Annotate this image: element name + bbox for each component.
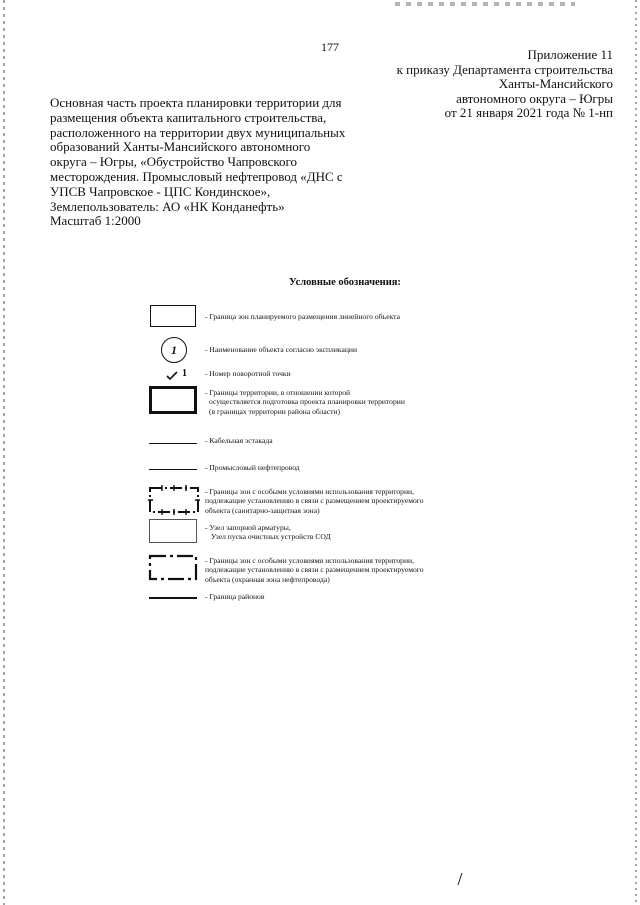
legend-text: - Границы зон с особыми условиями использования территории, — [205, 487, 414, 496]
legend-text-block — [205, 523, 331, 542]
protection-zone-symbol — [148, 553, 200, 583]
legend-text-block — [205, 388, 405, 416]
legend-text: - Промысловый нефтепровод — [205, 463, 300, 472]
rectangle-symbol — [150, 305, 196, 327]
title-line: размещения объекта капитального строительства, — [50, 109, 327, 125]
thick-line-symbol — [149, 597, 197, 599]
sanitary-zone-symbol — [148, 485, 200, 515]
legend-text: осуществляется подготовка проекта планировки территории — [209, 397, 405, 407]
appendix-line: от 21 января 2021 года № 1-нп — [444, 105, 613, 121]
line-symbol — [149, 469, 197, 470]
title-line: месторождения. Промысловый нефтепровод «ДНС с — [50, 168, 343, 184]
title-line: Основная часть проекта планировки территории для — [50, 95, 342, 110]
turning-point-number: 1 — [182, 368, 187, 379]
thick-rectangle-symbol — [149, 386, 197, 414]
legend-text: - Кабельная эстакада — [205, 436, 273, 445]
legend-text: - Граница зон планируемого размещения линейного объекта — [205, 312, 400, 321]
legend-text: объекта (охранная зона нефтепровода) — [205, 574, 330, 584]
appendix-block — [353, 48, 613, 121]
appendix-line: автономного округа – Югры — [456, 90, 613, 106]
appendix-line: Ханты-Мансийского — [498, 76, 613, 92]
rectangle-symbol — [149, 519, 197, 543]
appendix-line: Приложение 11 — [527, 47, 613, 62]
title-line: округа – Югры, «Обустройство Чапровского — [50, 154, 297, 170]
legend-text: Узел пуска очистных устройств СОД — [211, 532, 331, 542]
scale-line: Масштаб 1:2000 — [50, 213, 141, 229]
scan-edge-right — [635, 0, 637, 905]
legend-text: - Номер поворотной точки — [205, 369, 291, 378]
legend-text: - Граница районов — [205, 592, 265, 601]
title-line: расположенного на территории двух муниципальных — [50, 124, 346, 140]
circle-number-icon: 1 — [161, 337, 187, 363]
legend-text: (в границах территории района области) — [209, 406, 341, 416]
line-symbol — [149, 443, 197, 444]
legend-text: объекта (санитарно-защитная зона) — [205, 505, 320, 515]
scan-top-marks — [395, 2, 575, 6]
legend-text: - Узел запорной арматуры, — [205, 523, 291, 532]
legend-text-block — [205, 556, 424, 584]
legend-text-block — [205, 487, 424, 515]
legend-text: - Границы зон с особыми условиями использования территории, — [205, 556, 414, 565]
legend-title: Условные обозначения: — [289, 277, 401, 288]
legend-text: - Наименование объекта согласно экспликации — [205, 345, 358, 354]
page-number: 177 — [321, 40, 339, 54]
turning-point-icon — [166, 371, 178, 381]
title-line: Землепользователь: АО «НК Конданефть» — [50, 198, 285, 214]
pen-mark-icon — [456, 872, 464, 886]
legend-text: подлежащие установлению в связи с размещением проектируемого — [205, 565, 424, 575]
appendix-line: к приказу Департамента строительства — [396, 61, 613, 77]
title-line: УПСВ Чапровское - ЦПС Кондинское», — [50, 183, 271, 199]
legend-text: подлежащие установлению в связи с размещением проектируемого — [205, 496, 424, 506]
title-line: образований Ханты-Мансийского автономного — [50, 139, 311, 155]
scan-edge-left — [3, 0, 5, 905]
project-title-block — [50, 96, 350, 229]
legend-text: - Границы территории, в отношении которой — [205, 388, 351, 397]
